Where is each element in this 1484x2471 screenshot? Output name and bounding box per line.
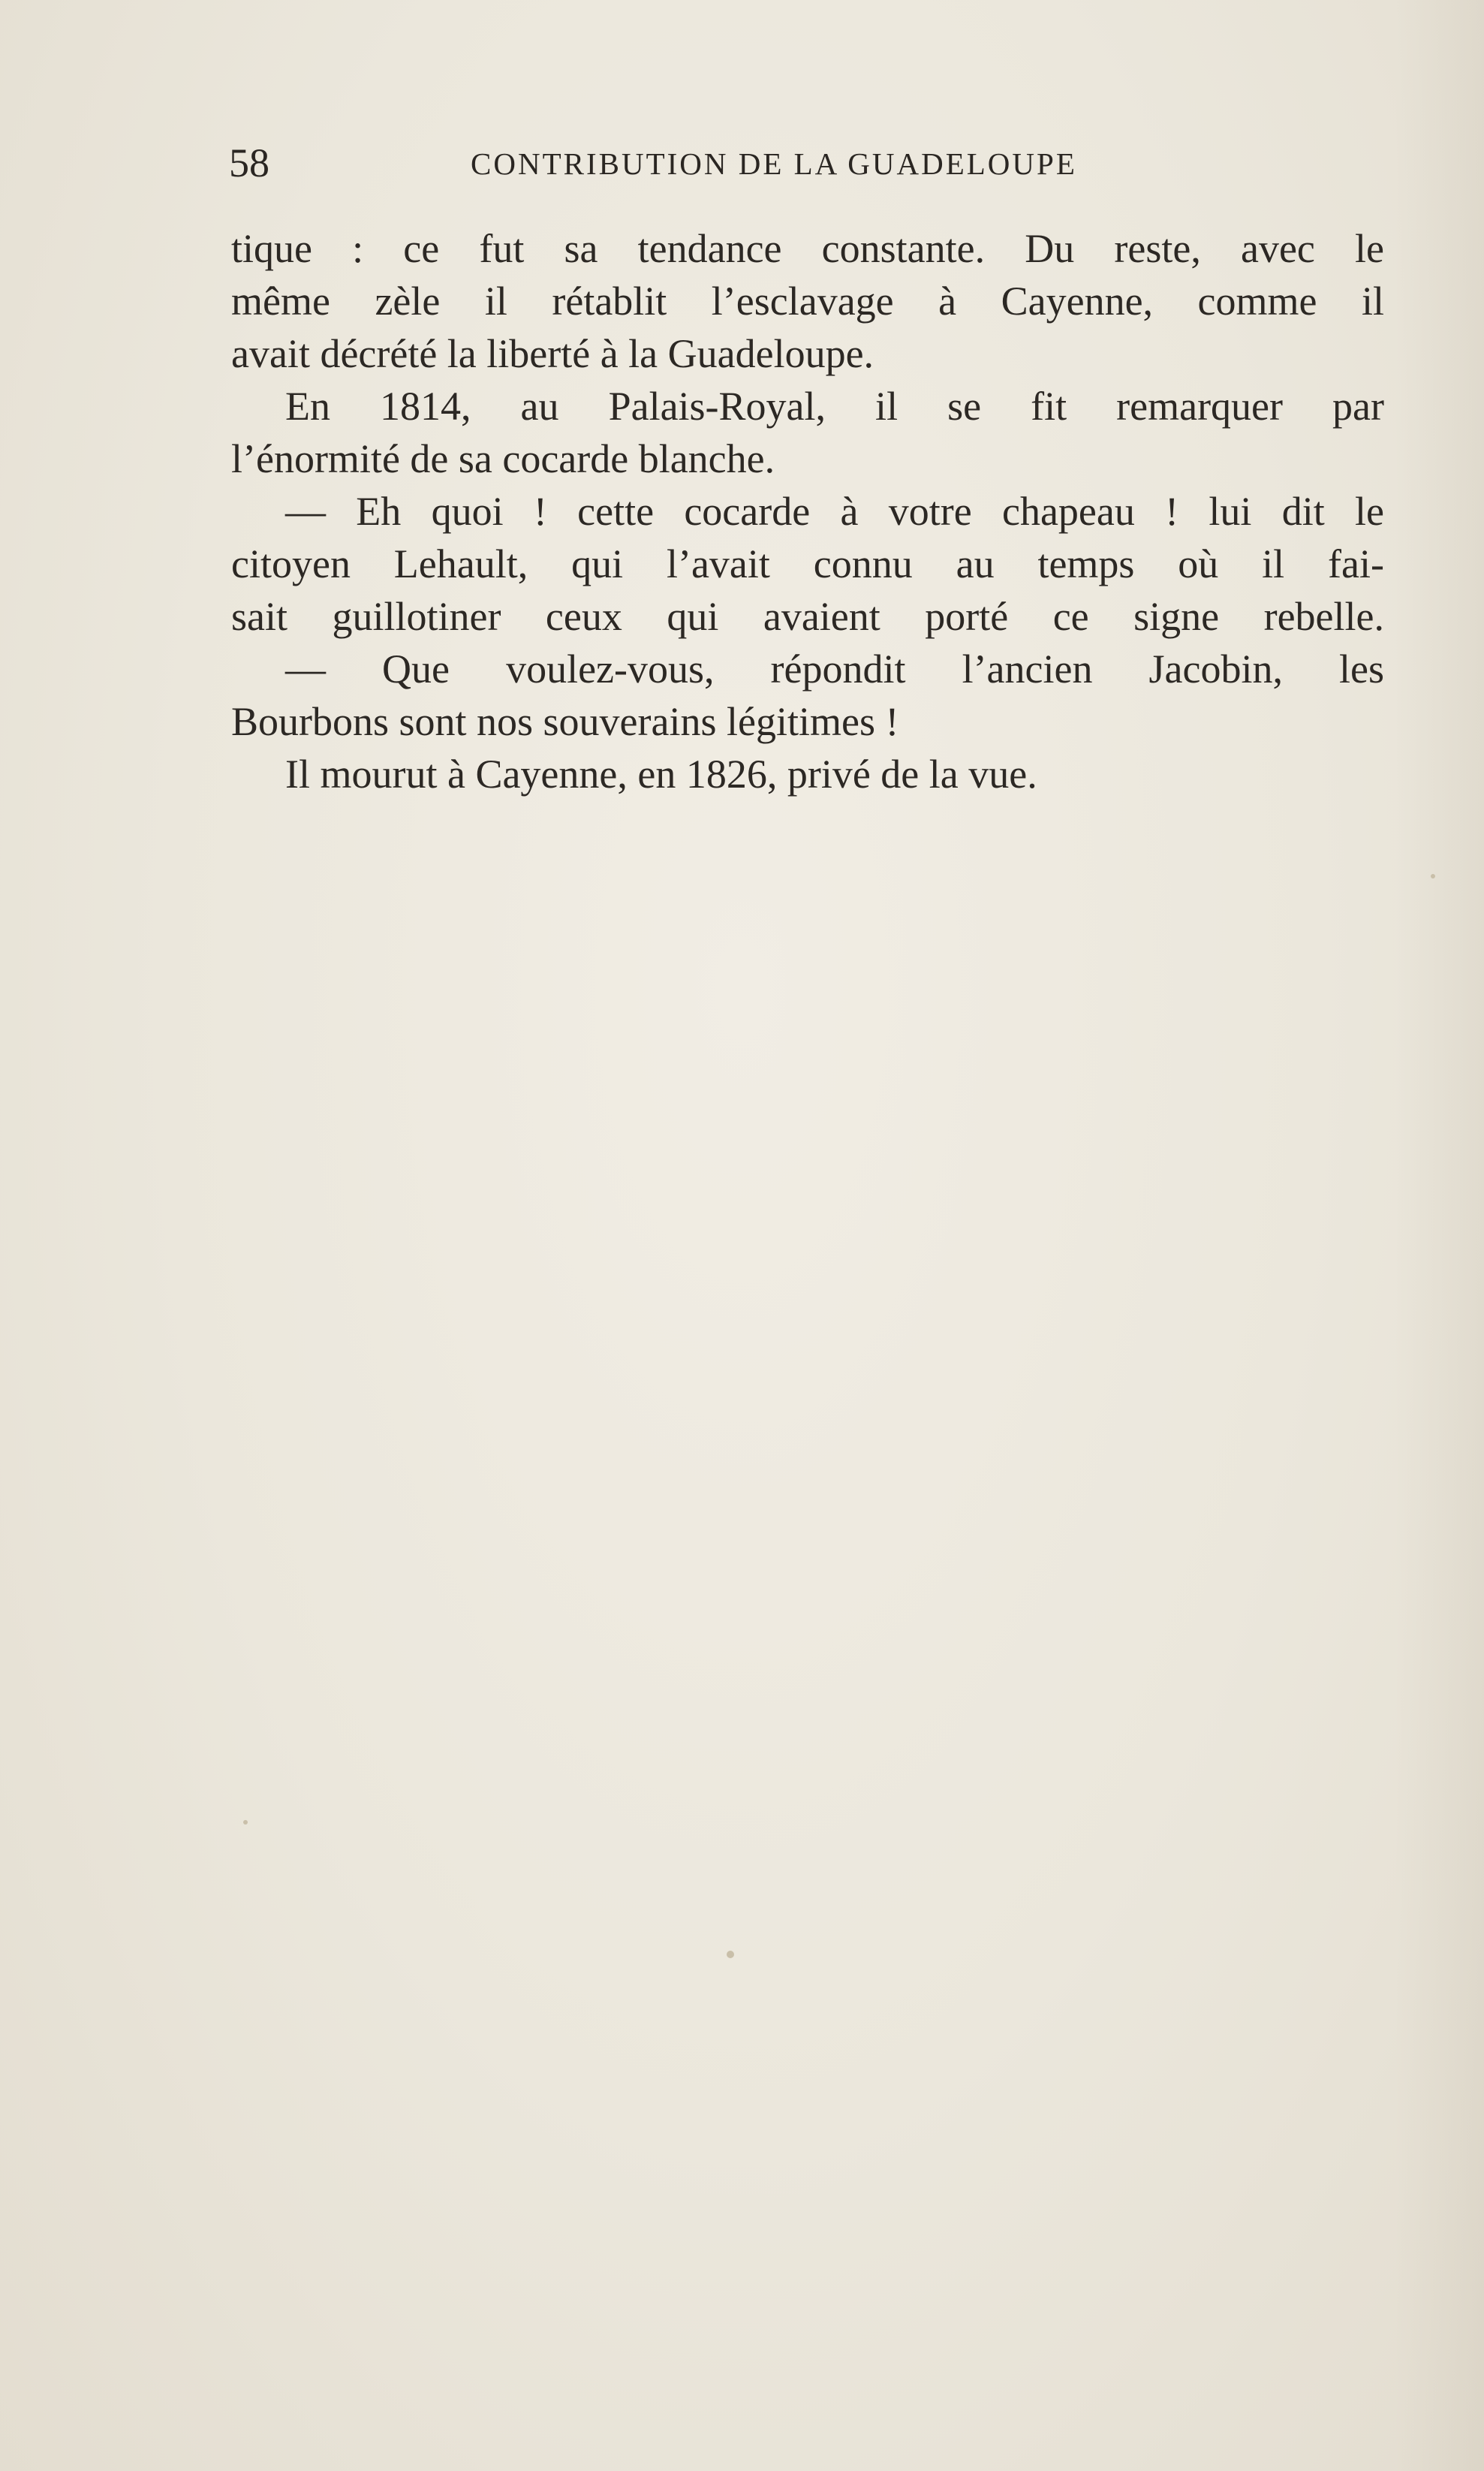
- page-number: 58: [229, 140, 269, 185]
- text-line: En 1814, au Palais-Royal, il se fit remarquer par: [285, 384, 1384, 429]
- page-header: [229, 137, 1146, 189]
- text-line: — Eh quoi ! cette cocarde à votre chapeau ! lui dit le: [285, 489, 1384, 534]
- body-text: [231, 225, 1384, 803]
- text-line: l’énormité de sa cocarde blanche.: [231, 436, 775, 481]
- text-line: sait guillotiner ceux qui avaient porté ce signe rebelle.: [231, 594, 1384, 639]
- text-line: — Que voulez-vous, répondit l’ancien Jacobin, les: [285, 646, 1384, 692]
- text-line: Il mourut à Cayenne, en 1826, privé de la vue.: [285, 752, 1037, 797]
- text-line: avait décrété la liberté à la Guadeloupe.: [231, 331, 874, 376]
- text-line: tique : ce fut sa tendance constante. Du reste, avec le: [231, 226, 1384, 271]
- running-head: CONTRIBUTION DE LA GUADELOUPE: [471, 146, 1077, 181]
- paper-speck: [1431, 874, 1435, 878]
- paper-speck: [243, 1820, 248, 1825]
- page-edge-shadow: [1394, 0, 1484, 2471]
- paper-speck: [727, 1951, 734, 1958]
- text-line: même zèle il rétablit l’esclavage à Cayenne, comme il: [231, 279, 1384, 324]
- text-line: citoyen Lehault, qui l’avait connu au temps où il fai-: [231, 541, 1384, 586]
- text-line: Bourbons sont nos souverains légitimes !: [231, 699, 899, 744]
